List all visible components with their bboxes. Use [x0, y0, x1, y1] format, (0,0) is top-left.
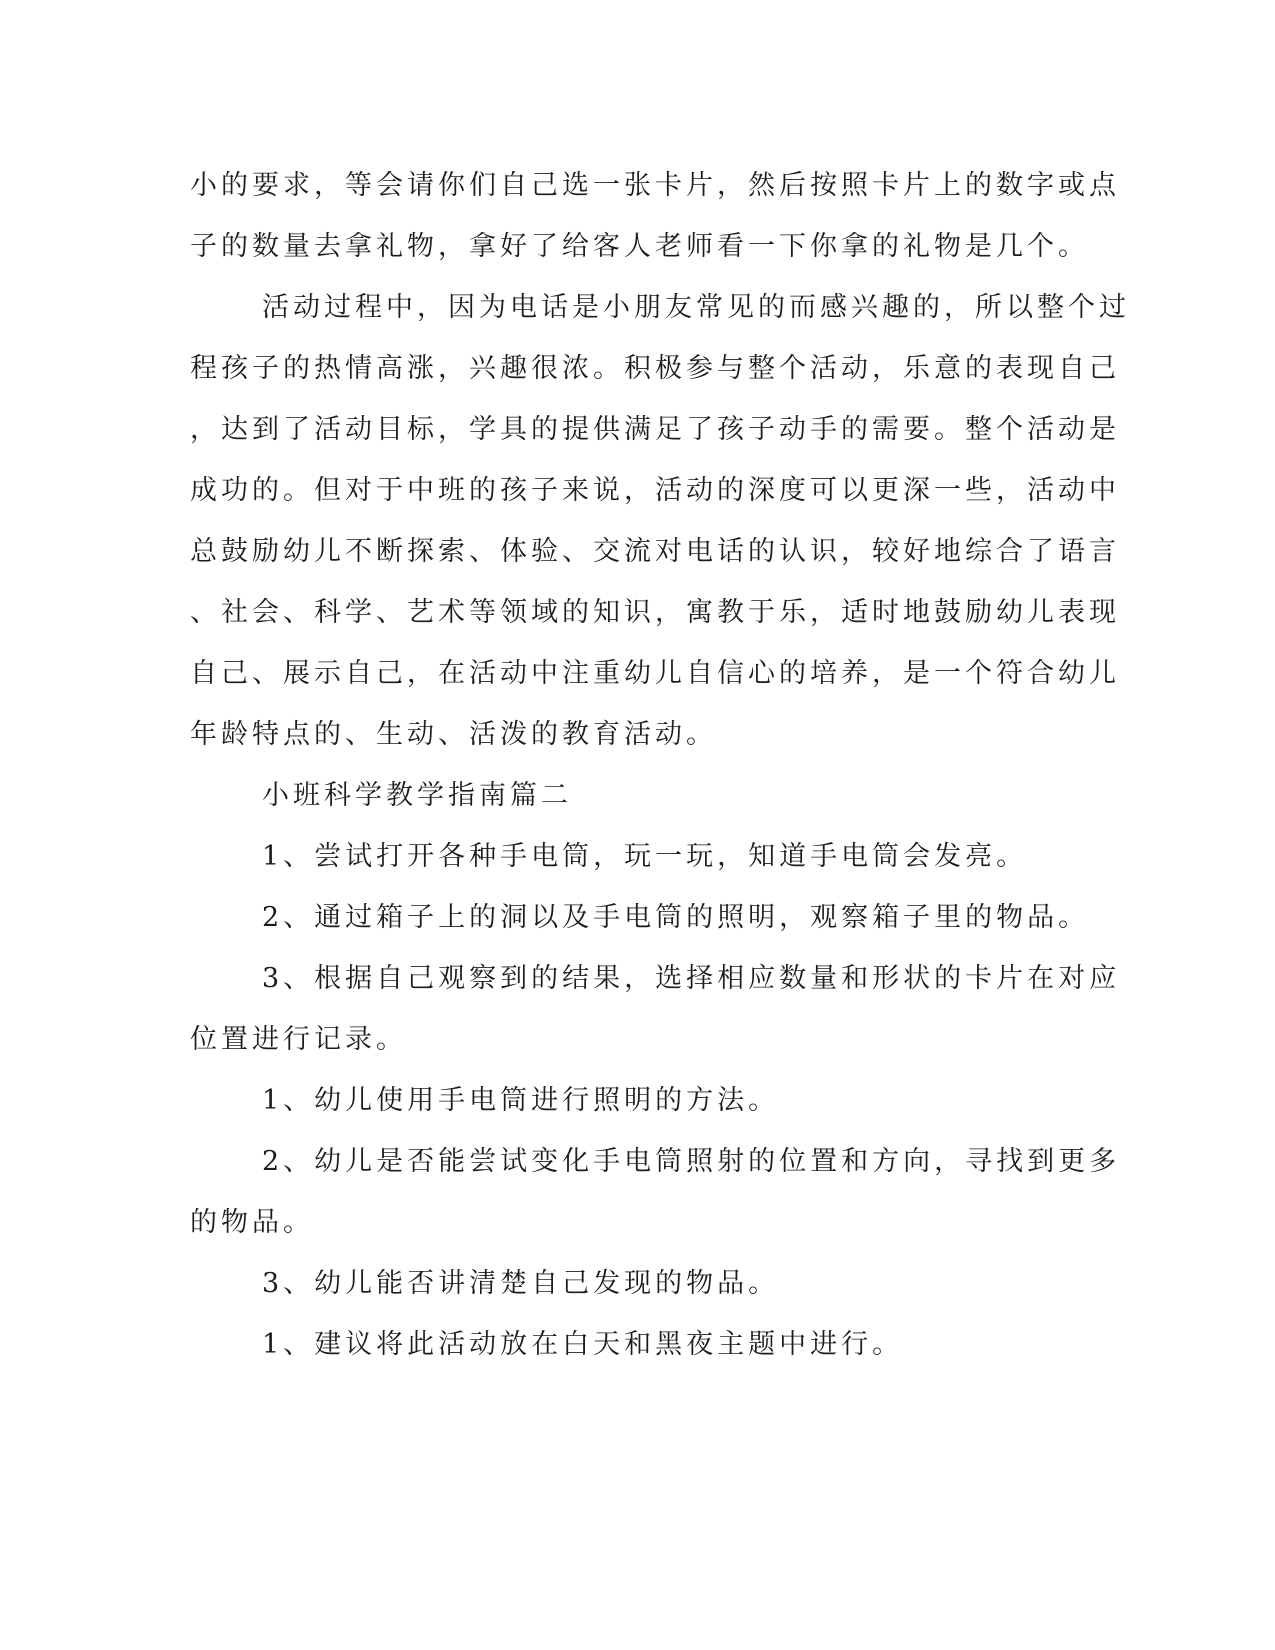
list-item: 1、尝试打开各种手电筒，玩一玩，知道手电筒会发亮。	[262, 841, 1028, 872]
list-item: 1、幼儿使用手电筒进行照明的方法。	[262, 1085, 780, 1116]
list-item: 3、根据自己观察到的结果，选择相应数量和形状的卡片在对应	[262, 963, 1121, 994]
body-line: 小的要求，等会请你们自己选一张卡片，然后按照卡片上的数字或点	[190, 170, 1120, 201]
body-line: 程孩子的热情高涨，兴趣很浓。积极参与整个活动，乐意的表现自己	[190, 353, 1120, 384]
list-item: 3、幼儿能否讲清楚自己发现的物品。	[262, 1268, 780, 1299]
paragraph-first-line: 活动过程中，因为电话是小朋友常见的而感兴趣的，所以整个过	[262, 292, 1130, 323]
body-line: 的物品。	[190, 1207, 314, 1238]
body-line: 总鼓励幼儿不断探索、体验、交流对电话的认识，较好地综合了语言	[190, 536, 1120, 567]
body-line: 位置进行记录。	[190, 1024, 407, 1055]
list-item: 1、建议将此活动放在白天和黑夜主题中进行。	[262, 1329, 904, 1360]
body-line: 成功的。但对于中班的孩子来说，活动的深度可以更深一些，活动中	[190, 475, 1120, 506]
list-item: 2、幼儿是否能尝试变化手电筒照射的位置和方向，寻找到更多	[262, 1146, 1121, 1177]
list-item: 2、通过箱子上的洞以及手电筒的照明，观察箱子里的物品。	[262, 902, 1090, 933]
body-line: 自己、展示自己，在活动中注重幼儿自信心的培养，是一个符合幼儿	[190, 658, 1120, 689]
section-heading: 小班科学教学指南篇二	[262, 780, 572, 811]
body-line: 、社会、科学、艺术等领域的知识，寓教于乐，适时地鼓励幼儿表现	[190, 597, 1120, 628]
body-line: 年龄特点的、生动、活泼的教育活动。	[190, 719, 717, 750]
body-line: ，达到了活动目标，学具的提供满足了孩子动手的需要。整个活动是	[190, 414, 1120, 445]
body-line: 子的数量去拿礼物，拿好了给客人老师看一下你拿的礼物是几个。	[190, 231, 1089, 262]
document-body	[190, 155, 1130, 1375]
